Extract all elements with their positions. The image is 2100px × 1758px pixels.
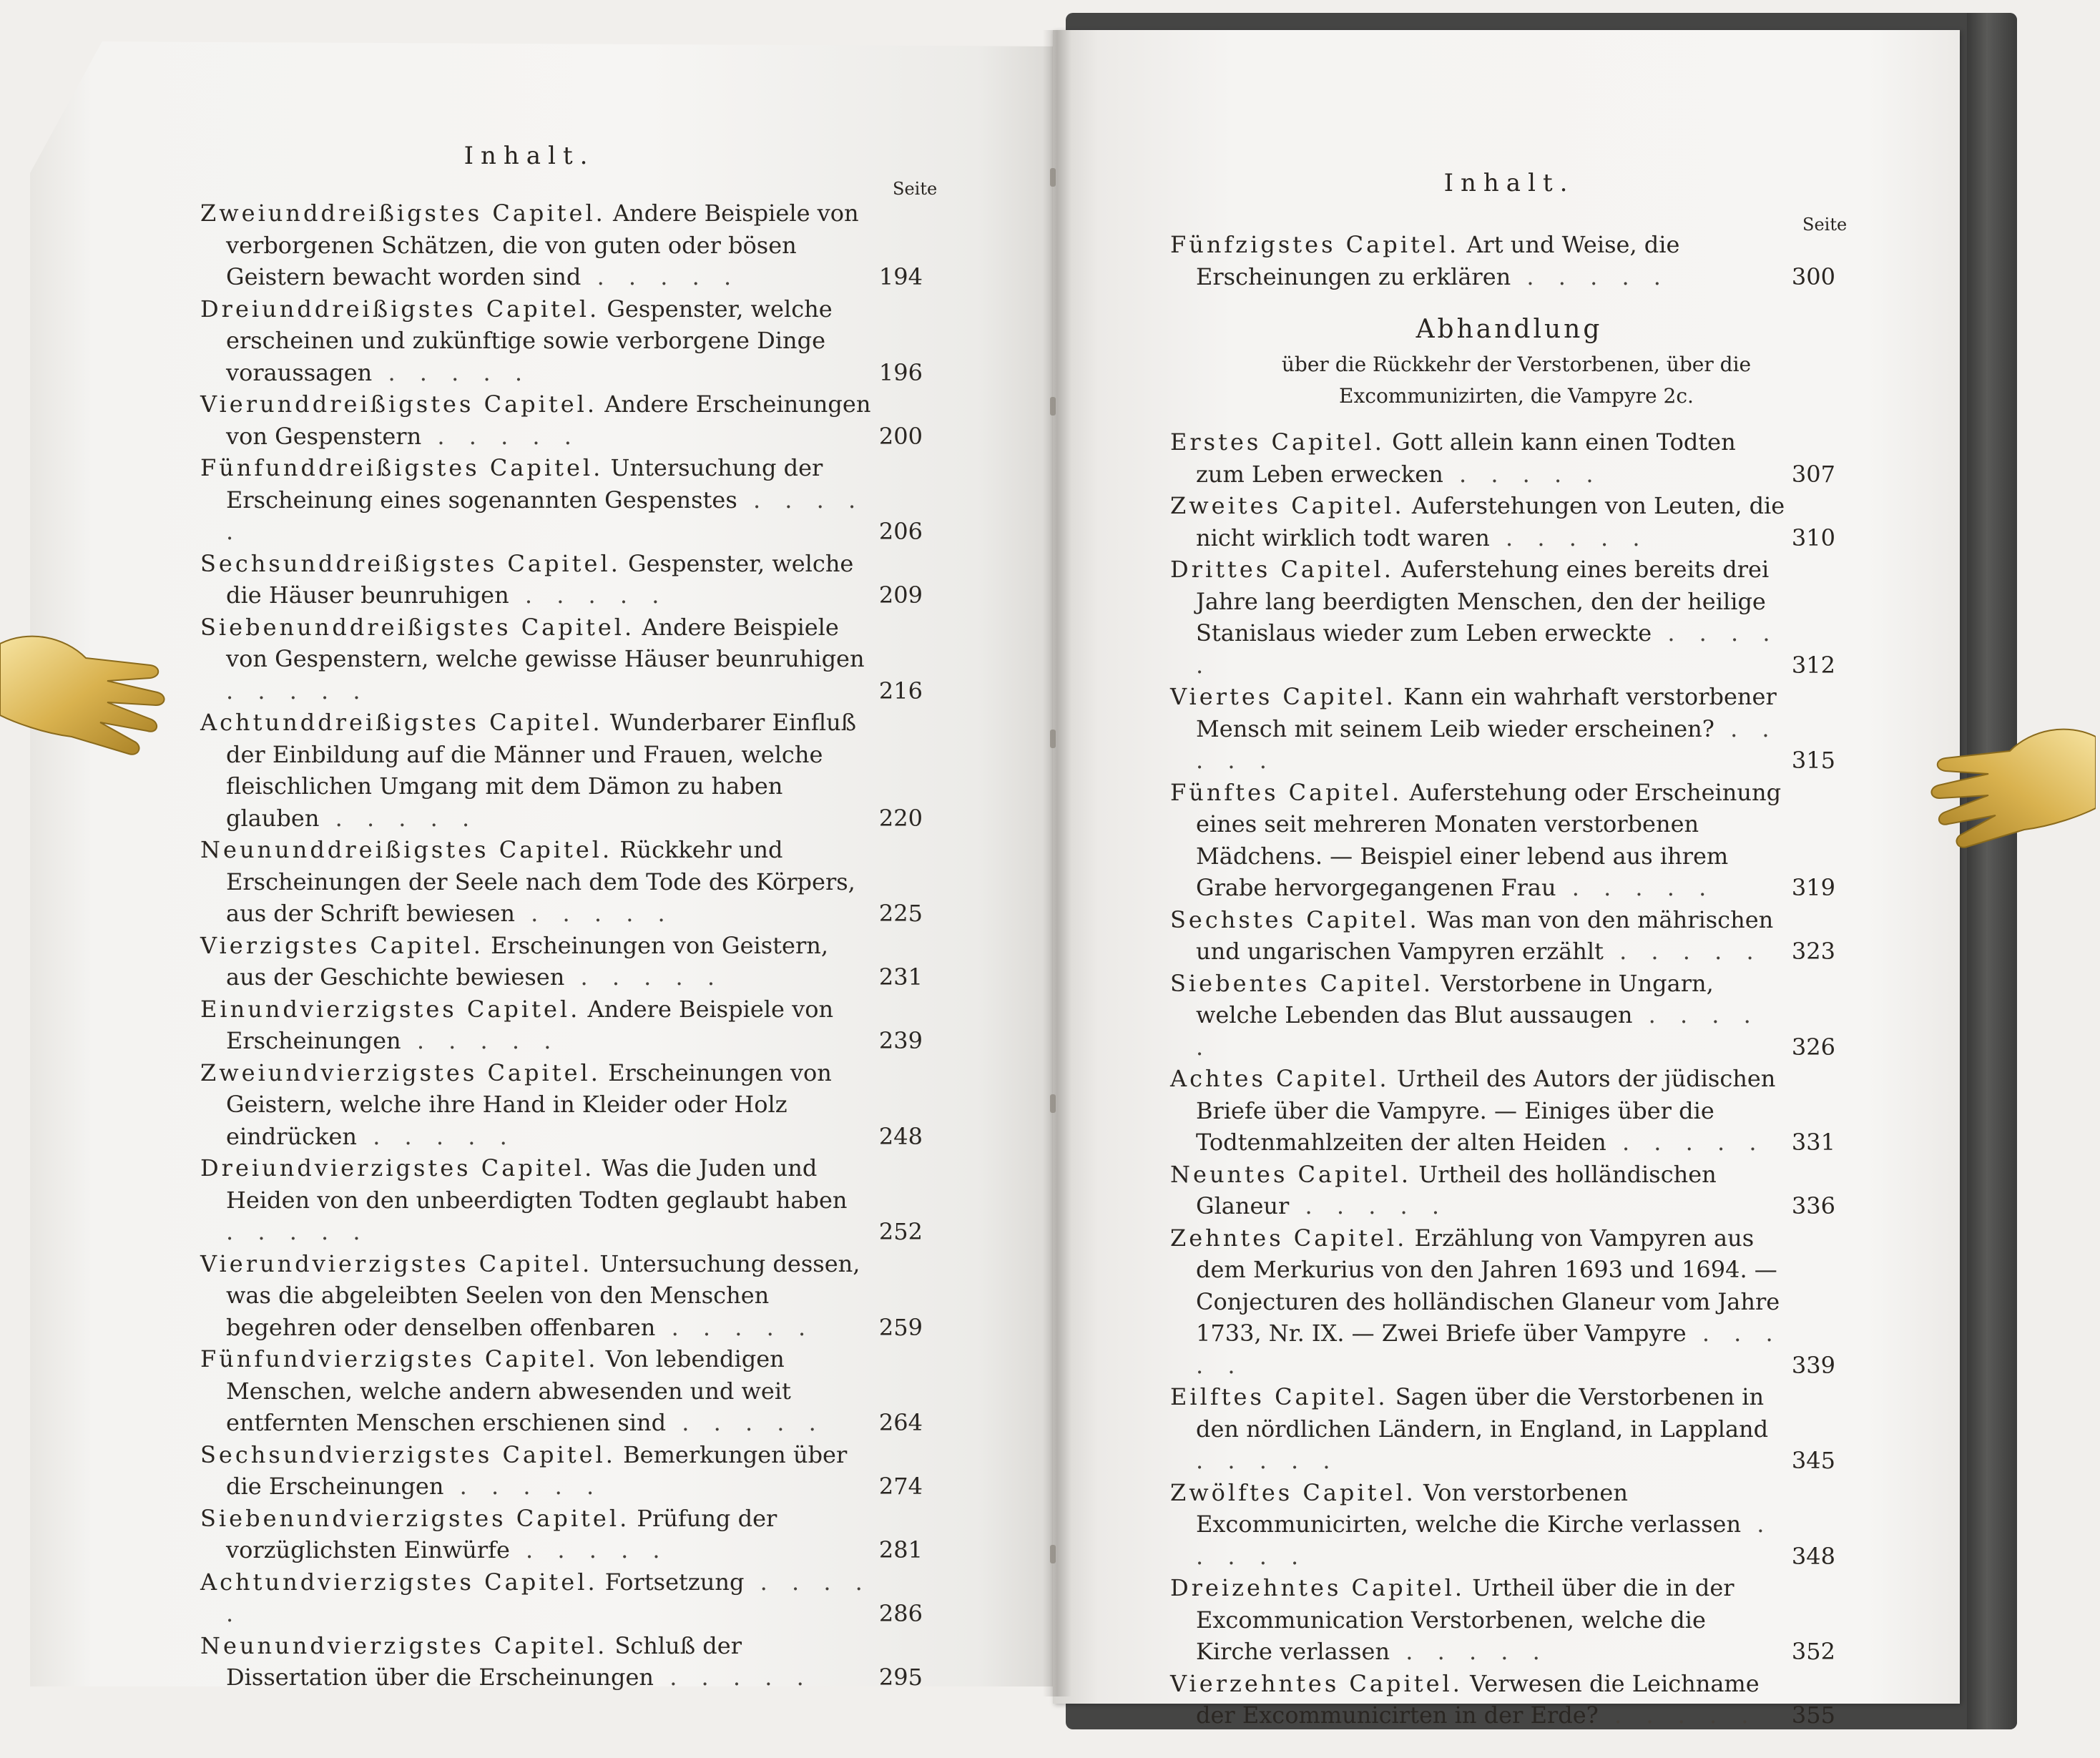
leader-dots: . . . . .: [1443, 460, 1602, 488]
chapter-description: Urtheil des Autors der jüdischen Briefe über die Vampyre. — Einiges über die Todtenmahlzeiten der alten Heiden: [1196, 1065, 1776, 1156]
page-number: 206: [878, 518, 923, 545]
page-number: 239: [878, 1027, 923, 1054]
toc-entry: [200, 1248, 923, 1344]
chapter-description: Art und Weise, die Erscheinungen zu erklären: [1196, 231, 1680, 290]
page-number: 326: [1791, 1033, 1835, 1061]
page-number: 196: [878, 358, 923, 386]
toc-entry: [200, 1439, 923, 1503]
chapter-description: Gott allein kann einen Todten zum Leben erwecken: [1196, 428, 1736, 488]
chapter-label: Zweiundvierzigstes Capitel.: [200, 1059, 601, 1086]
toc-entry: [1170, 904, 1835, 968]
chapter-label: Zweites Capitel.: [1170, 492, 1405, 519]
page-number: 252: [878, 1218, 923, 1245]
chapter-description: Was die Juden und Heiden von den unbeerdigten Todten geglaubt haben: [226, 1154, 848, 1214]
leader-dots: . . . . .: [666, 1409, 825, 1436]
toc-entry: [1170, 1572, 1835, 1668]
leader-dots: . . . . .: [421, 422, 580, 450]
leader-dots: . . . . .: [1598, 1701, 1757, 1729]
binding-stitch: [1050, 168, 1056, 187]
toc-entry: [1170, 426, 1835, 490]
toc-entry: [200, 1343, 923, 1439]
toc-entry: [1170, 1668, 1835, 1732]
page-number: 310: [1791, 524, 1835, 551]
page-number: 200: [878, 422, 923, 450]
chapter-label: Fünfzigstes Capitel.: [1170, 231, 1460, 258]
leader-dots: . . . . .: [1196, 1320, 1782, 1379]
chapter-description: Andere Erscheinungen von Gespenstern: [226, 391, 871, 450]
page-number: 286: [878, 1600, 923, 1627]
chapter-description: Fortsetzung: [604, 1568, 745, 1596]
toc-entry: [200, 1566, 923, 1630]
chapter-label: Dreizehntes Capitel.: [1170, 1574, 1466, 1601]
page-number: 348: [1791, 1542, 1835, 1570]
chapter-label: Achtundvierzigstes Capitel.: [200, 1568, 598, 1596]
binding-stitch: [1050, 1545, 1056, 1563]
chapter-description: Auferstehungen von Leuten, die nicht wirklich todt waren: [1196, 492, 1785, 551]
chapter-description: Bemerkungen über die Erscheinungen: [226, 1440, 848, 1500]
chapter-description: Was man von den mährischen und ungarischen Vampyren erzählt: [1196, 905, 1774, 965]
chapter-description: Schluß der Dissertation über die Erscheinungen: [226, 1631, 742, 1691]
chapter-description: Verwesen die Leichname der Excommunicirten in der Erde?: [1196, 1669, 1760, 1729]
chapter-label: Sechsundvierzigstes Capitel.: [200, 1440, 616, 1468]
toc-entry: [1170, 1063, 1835, 1159]
chapter-label: Fünftes Capitel.: [1170, 778, 1403, 806]
right-first-entry: [1170, 229, 1835, 293]
toc-entry: [1170, 1222, 1835, 1382]
page-number: 248: [878, 1122, 923, 1150]
chapter-label: Vierzehntes Capitel.: [1170, 1669, 1463, 1697]
leader-dots: . . . . .: [1603, 938, 1762, 965]
chapter-label: Neuntes Capitel.: [1170, 1160, 1412, 1188]
chapter-description: Rückkehr und Erscheinungen der Seele nach dem Tode des Körpers, aus der Schrift bewiesen: [226, 836, 855, 927]
page-number: 331: [1791, 1129, 1835, 1156]
chapter-label: Neunundvierzigstes Capitel.: [200, 1631, 608, 1659]
chapter-description: Von lebendigen Menschen, welche andern abwesenden und weit entfernten Menschen erschienen sind: [226, 1345, 791, 1436]
chapter-label: Zehntes Capitel.: [1170, 1224, 1408, 1252]
chapter-description: Prüfung der vorzüglichsten Einwürfe: [226, 1504, 777, 1563]
chapter-description: Von verstorbenen Excommunicirten, welche die Kirche verlassen: [1196, 1478, 1742, 1538]
chapter-label: Vierzigstes Capitel.: [200, 931, 484, 959]
page-number: 336: [1791, 1192, 1835, 1219]
leader-dots: . . . . .: [514, 900, 674, 927]
page-number: 231: [878, 963, 923, 991]
page-number: 339: [1791, 1351, 1835, 1379]
toc-entry: [200, 548, 923, 612]
chapter-label: Fünfundvierzigstes Capitel.: [200, 1345, 599, 1372]
leader-dots: . . . . .: [1196, 1447, 1339, 1474]
leader-dots: . . . . .: [1556, 874, 1715, 901]
chapter-description: Andere Beispiele von verborgenen Schätzen, die von guten oder bösen Geistern bewacht worden sind: [226, 200, 859, 290]
chapter-label: Neununddreißigstes Capitel.: [200, 836, 613, 863]
leader-dots: . . . . .: [443, 1473, 603, 1500]
page-number: 281: [878, 1536, 923, 1563]
toc-entry: [1170, 229, 1835, 293]
chapter-label: Zweiunddreißigstes Capitel.: [200, 200, 606, 227]
chapter-description: Andere Beispiele von Gespenstern, welche gewisse Häuser beunruhigen: [226, 613, 865, 672]
chapter-description: Gespenster, welche erscheinen und zukünftige sowie verborgene Dinge voraussagen: [226, 295, 833, 386]
chapter-label: Siebentes Capitel.: [1170, 969, 1433, 997]
chapter-description: Sagen über die Verstorbenen in den nördlichen Ländern, in England, in Lappland: [1196, 1383, 1769, 1443]
toc-entry: [200, 612, 923, 707]
chapter-label: Achtes Capitel.: [1170, 1065, 1390, 1092]
chapter-description: Untersuchung der Erscheinung eines sogenannten Gespenstes: [226, 454, 823, 514]
chapter-label: Drittes Capitel.: [1170, 556, 1394, 583]
chapter-description: Erzählung von Vampyren aus dem Merkurius von den Jahren 1693 und 1694. — Conjecturen des holländischen Glaneur vom Jahre 1733, Nr. IX. — Zwei Briefe über Vampyre: [1196, 1224, 1780, 1347]
chapter-label: Fünfunddreißigstes Capitel.: [200, 454, 604, 481]
chapter-description: Verstorbene in Ungarn, welche Lebenden das Blut aussaugen: [1196, 969, 1714, 1028]
leader-dots: . . . . .: [401, 1027, 560, 1054]
leader-dots: . . . . .: [357, 1122, 516, 1150]
chapter-label: Zwölftes Capitel.: [1170, 1478, 1416, 1506]
section-title: Abhandlung: [1415, 315, 1603, 344]
page-number: 352: [1791, 1638, 1835, 1665]
chapter-description: Andere Beispiele von Erscheinungen: [226, 995, 834, 1054]
chapter-label: Siebenunddreißigstes Capitel.: [200, 613, 635, 641]
chapter-description: Gespenster, welche die Häuser beunruhigen: [226, 549, 854, 609]
page-number: 295: [878, 1664, 923, 1691]
leader-dots: . . . . .: [1489, 524, 1649, 551]
toc-entry: [1170, 681, 1835, 777]
chapter-label: Vierundvierzigstes Capitel.: [200, 1249, 593, 1277]
toc-entry: [1170, 1381, 1835, 1477]
toc-entry: [1170, 1159, 1835, 1222]
left-toc-list: [200, 197, 923, 1694]
chapter-label: Sechsunddreißigstes Capitel.: [200, 549, 621, 577]
chapter-description: Auferstehung oder Erscheinung eines seit mehreren Monaten verstorbenen Mädchens. — Beispiel einer lebend aus ihrem Grabe hervorgegangenen Frau: [1196, 778, 1782, 901]
chapter-label: Siebenundvierzigstes Capitel.: [200, 1504, 630, 1532]
chapter-description: Urtheil des holländischen Glaneur: [1196, 1160, 1717, 1219]
leader-dots: . . . . .: [1390, 1638, 1549, 1665]
chapter-label: Erstes Capitel.: [1170, 428, 1385, 456]
leader-dots: . . . . .: [509, 581, 668, 609]
toc-entry: [200, 197, 923, 293]
left-page-title: Inhalt.: [463, 142, 595, 170]
toc-entry: [200, 293, 923, 389]
chapter-description: Erscheinungen von Geistern, welche ihre Hand in Kleider oder Holz eindrücken: [226, 1059, 832, 1150]
leader-dots: . . . . .: [509, 1536, 669, 1563]
toc-entry: [200, 1630, 923, 1694]
page-number: 323: [1791, 938, 1835, 965]
chapter-label: Dreiundvierzigstes Capitel.: [200, 1154, 595, 1182]
toc-entry: [200, 1057, 923, 1153]
page-number: 216: [878, 677, 923, 704]
leader-dots: . . . . .: [654, 1664, 813, 1691]
page-number: 225: [878, 900, 923, 927]
right-seite-label: Seite: [1802, 215, 1848, 235]
leader-dots: . . . . .: [1196, 1511, 1773, 1570]
toc-entry: [200, 1152, 923, 1248]
binding-stitch: [1050, 730, 1056, 748]
binding-stitch: [1050, 397, 1056, 416]
binding-stitch: [1050, 1094, 1056, 1113]
page-number: 319: [1791, 874, 1835, 901]
page-number: 307: [1791, 460, 1835, 488]
leader-dots: . . . . .: [319, 804, 479, 832]
page-number: 315: [1791, 747, 1835, 774]
chapter-description: Kann ein wahrhaft verstorbener Mensch mit seinem Leib wieder erscheinen?: [1196, 683, 1777, 742]
page-number: 312: [1791, 651, 1835, 679]
chapter-description: Auferstehung eines bereits drei Jahre lang beerdigten Menschen, den der heilige Stanislaus wieder zum Leben erweckte: [1196, 556, 1770, 647]
toc-entry: [200, 707, 923, 834]
leader-dots: . . . . .: [1511, 262, 1669, 290]
page-number: 264: [878, 1409, 923, 1436]
toc-entry: [200, 1503, 923, 1566]
page-number: 274: [878, 1473, 923, 1500]
right-page-title: Inhalt.: [1443, 169, 1575, 197]
toc-entry: [200, 388, 923, 452]
leader-dots: . . . . .: [1196, 619, 1779, 679]
chapter-label: Eilftes Capitel.: [1170, 1383, 1388, 1410]
toc-entry: [1170, 968, 1835, 1064]
leader-dots: . . . . .: [1289, 1192, 1448, 1219]
leader-dots: . . . . .: [655, 1313, 815, 1341]
section-description: über die Rückkehr der Verstorbenen, über die Excommunizirten, die Vampyre 2c.: [1281, 353, 1752, 408]
toc-entry: [1170, 777, 1835, 904]
leader-dots: . . . . .: [226, 486, 865, 545]
leader-dots: . . . . .: [226, 1568, 871, 1627]
page-number: 259: [878, 1313, 923, 1341]
leader-dots: . . . . .: [226, 677, 369, 704]
toc-entry: [1170, 490, 1835, 554]
toc-entry: [200, 452, 923, 548]
page-number: 209: [878, 581, 923, 609]
page-number: 345: [1791, 1447, 1835, 1474]
left-gold-hand-holder: [0, 615, 172, 758]
chapter-description: Urtheil über die in der Excommunication Verstorbenen, welche die Kirche verlassen: [1196, 1574, 1735, 1665]
toc-entry: [200, 834, 923, 930]
leader-dots: . . . . .: [1196, 715, 1778, 774]
leader-dots: . . . . .: [1606, 1129, 1765, 1156]
left-seite-label: Seite: [893, 179, 938, 199]
page-number: 355: [1791, 1701, 1835, 1729]
leader-dots: . . . . .: [564, 963, 724, 991]
toc-entry: [1170, 1477, 1835, 1573]
chapter-label: Achtunddreißigstes Capitel.: [200, 709, 603, 736]
chapter-description: Untersuchung dessen, was die abgeleibten Seelen von den Menschen begehren oder denselben offenbaren: [226, 1249, 860, 1341]
chapter-label: Dreiunddreißigstes Capitel.: [200, 295, 600, 323]
chapter-label: Viertes Capitel.: [1170, 683, 1396, 710]
leader-dots: . . . . .: [226, 1218, 369, 1245]
right-gold-hand-holder: [1924, 715, 2096, 858]
leader-dots: . . . . .: [372, 358, 531, 386]
chapter-label: Einundvierzigstes Capitel.: [200, 995, 581, 1023]
chapter-description: Wunderbarer Einfluß der Einbildung auf die Männer und Frauen, welche fleischlichen Umgang mit dem Dämon zu haben glauben: [226, 709, 857, 832]
page-number: 300: [1791, 262, 1835, 290]
leader-dots: . . . . .: [1196, 1001, 1760, 1061]
chapter-label: Sechstes Capitel.: [1170, 905, 1420, 933]
page-number: 194: [878, 263, 923, 290]
book-gutter: [1043, 30, 1071, 1696]
toc-entry: [1170, 554, 1835, 681]
cover-spine-wear: [1967, 13, 2017, 1729]
chapter-description: Erscheinungen von Geistern, aus der Geschichte bewiesen: [226, 931, 829, 991]
chapter-label: Vierunddreißigstes Capitel.: [200, 391, 598, 418]
page-number: 220: [878, 804, 923, 832]
toc-entry: [200, 930, 923, 993]
leader-dots: . . . . .: [581, 263, 740, 290]
right-toc-list: [1170, 426, 1835, 1732]
toc-entry: [200, 993, 923, 1057]
